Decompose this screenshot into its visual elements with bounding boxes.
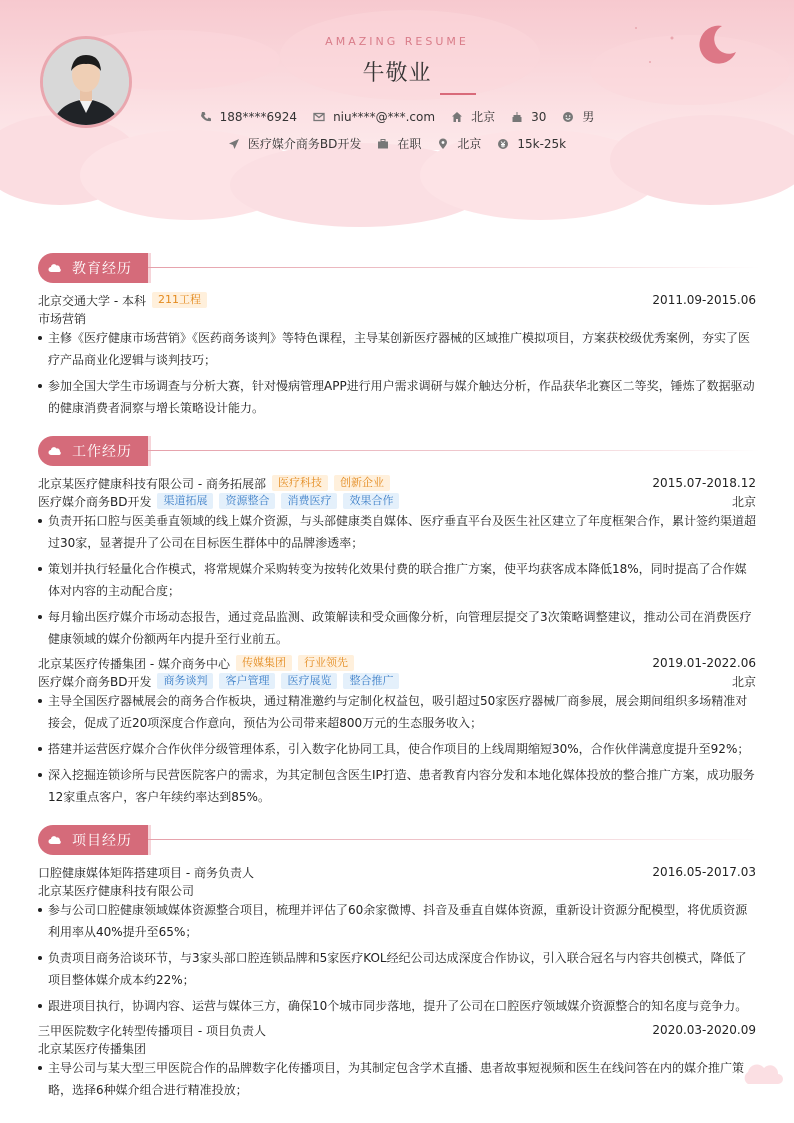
job-date: 2015.07-2018.12 <box>652 476 756 490</box>
job-city: 北京 <box>731 494 756 509</box>
company-name: 北京某医疗健康科技有限公司 - 商务拓展部 <box>38 476 266 491</box>
education-header <box>38 291 756 309</box>
mail-icon <box>313 111 325 123</box>
list-item: 主导全国医疗器械展会的商务合作板块，通过精准邀约与定制化权益包，吸引超过50家医疗器械厂商参展，展会期间组织多场精准对接会，促成了近20项深度合作意向，预估为公司带来超800万元的生态服务收入； <box>38 690 756 734</box>
age-text: 30 <box>531 109 547 124</box>
work-title-text: 工作经历 <box>72 444 132 460</box>
salary-info <box>497 137 566 151</box>
company-tag: 传媒集团 <box>236 655 292 671</box>
section-divider <box>148 450 760 451</box>
cake-icon <box>511 111 523 123</box>
city-text: 北京 <box>471 110 496 124</box>
section-projects-title <box>38 825 148 855</box>
city-info <box>451 108 495 125</box>
school-tag: 211工程 <box>152 292 207 308</box>
list-item: 跟进项目执行，协调内容、运营与媒体三方，确保10个城市同步落地，提升了公司在口腔医疗领域媒介资源整合的知名度与竞争力。 <box>38 995 756 1017</box>
target-position-info <box>228 135 361 152</box>
major: 市场营销 <box>38 311 87 326</box>
project-header <box>38 863 756 881</box>
candidate-name: 牛敬业 <box>362 61 432 86</box>
job-intent-row <box>0 135 794 152</box>
list-item: 参加全国大学生市场调查与分析大赛，针对慢病管理APP进行用户需求调研与媒介触达分析，作品获华北赛区二等奖，锤炼了数据驱动的健康消费者洞察与增长策略设计能力。 <box>38 375 756 419</box>
job-role: 医疗媒介商务BD开发 <box>38 494 152 509</box>
list-item: 深入挖掘连锁诊所与民营医院客户的需求，为其定制包含医生IP打造、患者教育内容分发和本地化媒体投放的整合推广方案，成功服务12家重点客户，客户年续约率达到85%。 <box>38 764 756 808</box>
role-tag: 渠道拓展 <box>157 493 213 509</box>
name-underline <box>440 93 476 95</box>
cloud-icon <box>48 835 62 845</box>
email-info <box>313 110 435 124</box>
gender-info <box>562 108 594 125</box>
role-tag: 商务谈判 <box>157 673 213 689</box>
role-tag: 消费医疗 <box>281 493 337 509</box>
list-item: 策划并执行轻量化合作模式，将常规媒介采购转变为按转化效果付费的联合推广方案，使平均获客成本降低18%，同时提高了合作媒体对内容的主动配合度； <box>38 558 756 602</box>
email-text: niu****@***.com <box>333 109 436 124</box>
job-city: 北京 <box>731 674 756 689</box>
job-date: 2019.01-2022.06 <box>652 656 756 670</box>
status-text: 在职 <box>397 137 422 151</box>
project-date: 2016.05-2017.03 <box>652 865 756 879</box>
location-pin-icon <box>437 138 449 150</box>
list-item: 负责开拓口腔与医美垂直领域的线上媒介资源，与头部健康类自媒体、医疗垂直平台及医生社区建立了年度框架合作，累计签约渠道超过30家，显著提升了公司在目标医生群体中的品牌渗透率； <box>38 510 756 554</box>
education-major-row <box>38 309 756 327</box>
education-title-pill <box>38 253 148 283</box>
project-header <box>38 1021 756 1039</box>
role-tag: 效果合作 <box>343 493 399 509</box>
target-position-text: 医疗媒介商务BD开发 <box>247 137 362 151</box>
section-divider <box>148 839 760 840</box>
list-item: 主导公司与某大型三甲医院合作的品牌数字化传播项目，为其制定包含学术直播、患者故事短视频和医生在线问答在内的媒介推广策略，选择6种媒介组合进行精准投放； <box>38 1057 756 1101</box>
job-header <box>38 654 756 672</box>
age-info <box>511 110 546 124</box>
target-city-info <box>437 135 481 152</box>
role-tag: 资源整合 <box>219 493 275 509</box>
contact-row <box>0 108 794 125</box>
phone-icon <box>200 111 212 123</box>
status-info <box>377 135 421 152</box>
section-work-title <box>38 436 148 466</box>
target-city-text: 北京 <box>457 137 482 151</box>
section-education-title <box>38 253 148 283</box>
list-item: 主修《医疗健康市场营销》《医药商务谈判》等特色课程，主导某创新医疗器械的区域推广模拟项目，方案获校级优秀案例，夯实了医疗产品商业化逻辑与谈判技巧； <box>38 327 756 371</box>
job-role-row <box>38 672 756 690</box>
projects-title-pill <box>38 825 148 855</box>
project-org-row <box>38 1039 756 1057</box>
phone-text: 188****6924 <box>219 109 298 124</box>
project-name: 口腔健康媒体矩阵搭建项目 - 商务负责人 <box>38 865 254 880</box>
project-org-row <box>38 881 756 899</box>
projects-title-text: 项目经历 <box>72 833 132 849</box>
send-icon <box>228 138 240 150</box>
education-date: 2011.09-2015.06 <box>652 293 756 307</box>
company-name: 北京某医疗传播集团 - 媒介商务中心 <box>38 656 230 671</box>
money-icon <box>497 138 509 150</box>
cloud-icon <box>48 263 62 273</box>
work-title-pill <box>38 436 148 466</box>
project-name: 三甲医院数字化转型传播项目 - 项目负责人 <box>38 1023 266 1038</box>
company-tag: 行业领先 <box>298 655 354 671</box>
list-item: 负责项目商务洽谈环节，与3家头部口腔连锁品牌和5家医疗KOL经纪公司达成深度合作协议，引入联合冠名与内容共创模式，降低了项目整体媒介成本约22%； <box>38 947 756 991</box>
list-item: 搭建并运营医疗媒介合作伙伴分级管理体系，引入数字化协同工具，使合作项目的上线周期缩短30%，合作伙伴满意度提升至92%； <box>38 738 756 760</box>
job-role: 医疗媒介商务BD开发 <box>38 674 152 689</box>
resume-subtitle: AMAZING RESUME <box>325 35 469 48</box>
cloud-icon <box>48 446 62 456</box>
company-tag: 创新企业 <box>334 475 390 491</box>
role-tag: 医疗展览 <box>281 673 337 689</box>
gender-text: 男 <box>582 110 595 124</box>
project-date: 2020.03-2020.09 <box>652 1023 756 1037</box>
salary-text: 15k-25k <box>517 136 567 151</box>
list-item: 每月输出医疗媒介市场动态报告，通过竞品监测、政策解读和受众画像分析，向管理层提交了3次策略调整建议，推动公司在消费医疗健康领域的媒介份额两年内提升至行业前五。 <box>38 606 756 650</box>
project-org: 北京某医疗传播集团 <box>38 1041 147 1056</box>
company-tag: 医疗科技 <box>272 475 328 491</box>
project-org: 北京某医疗健康科技有限公司 <box>38 883 195 898</box>
cloud-decoration-icon <box>740 1060 784 1086</box>
home-icon <box>451 111 463 123</box>
education-title-text: 教育经历 <box>72 261 132 277</box>
job-role-row <box>38 492 756 510</box>
briefcase-icon <box>377 138 389 150</box>
smile-icon <box>562 111 574 123</box>
job-header <box>38 474 756 492</box>
school-name: 北京交通大学 - 本科 <box>38 293 146 308</box>
section-divider <box>148 267 760 268</box>
phone-info <box>200 110 297 124</box>
role-tag: 整合推广 <box>343 673 399 689</box>
list-item: 参与公司口腔健康领域媒体资源整合项目，梳理并评估了60余家微博、抖音及垂直自媒体资源，重新设计资源分配模型，将优质资源利用率从40%提升至65%； <box>38 899 756 943</box>
role-tag: 客户管理 <box>219 673 275 689</box>
